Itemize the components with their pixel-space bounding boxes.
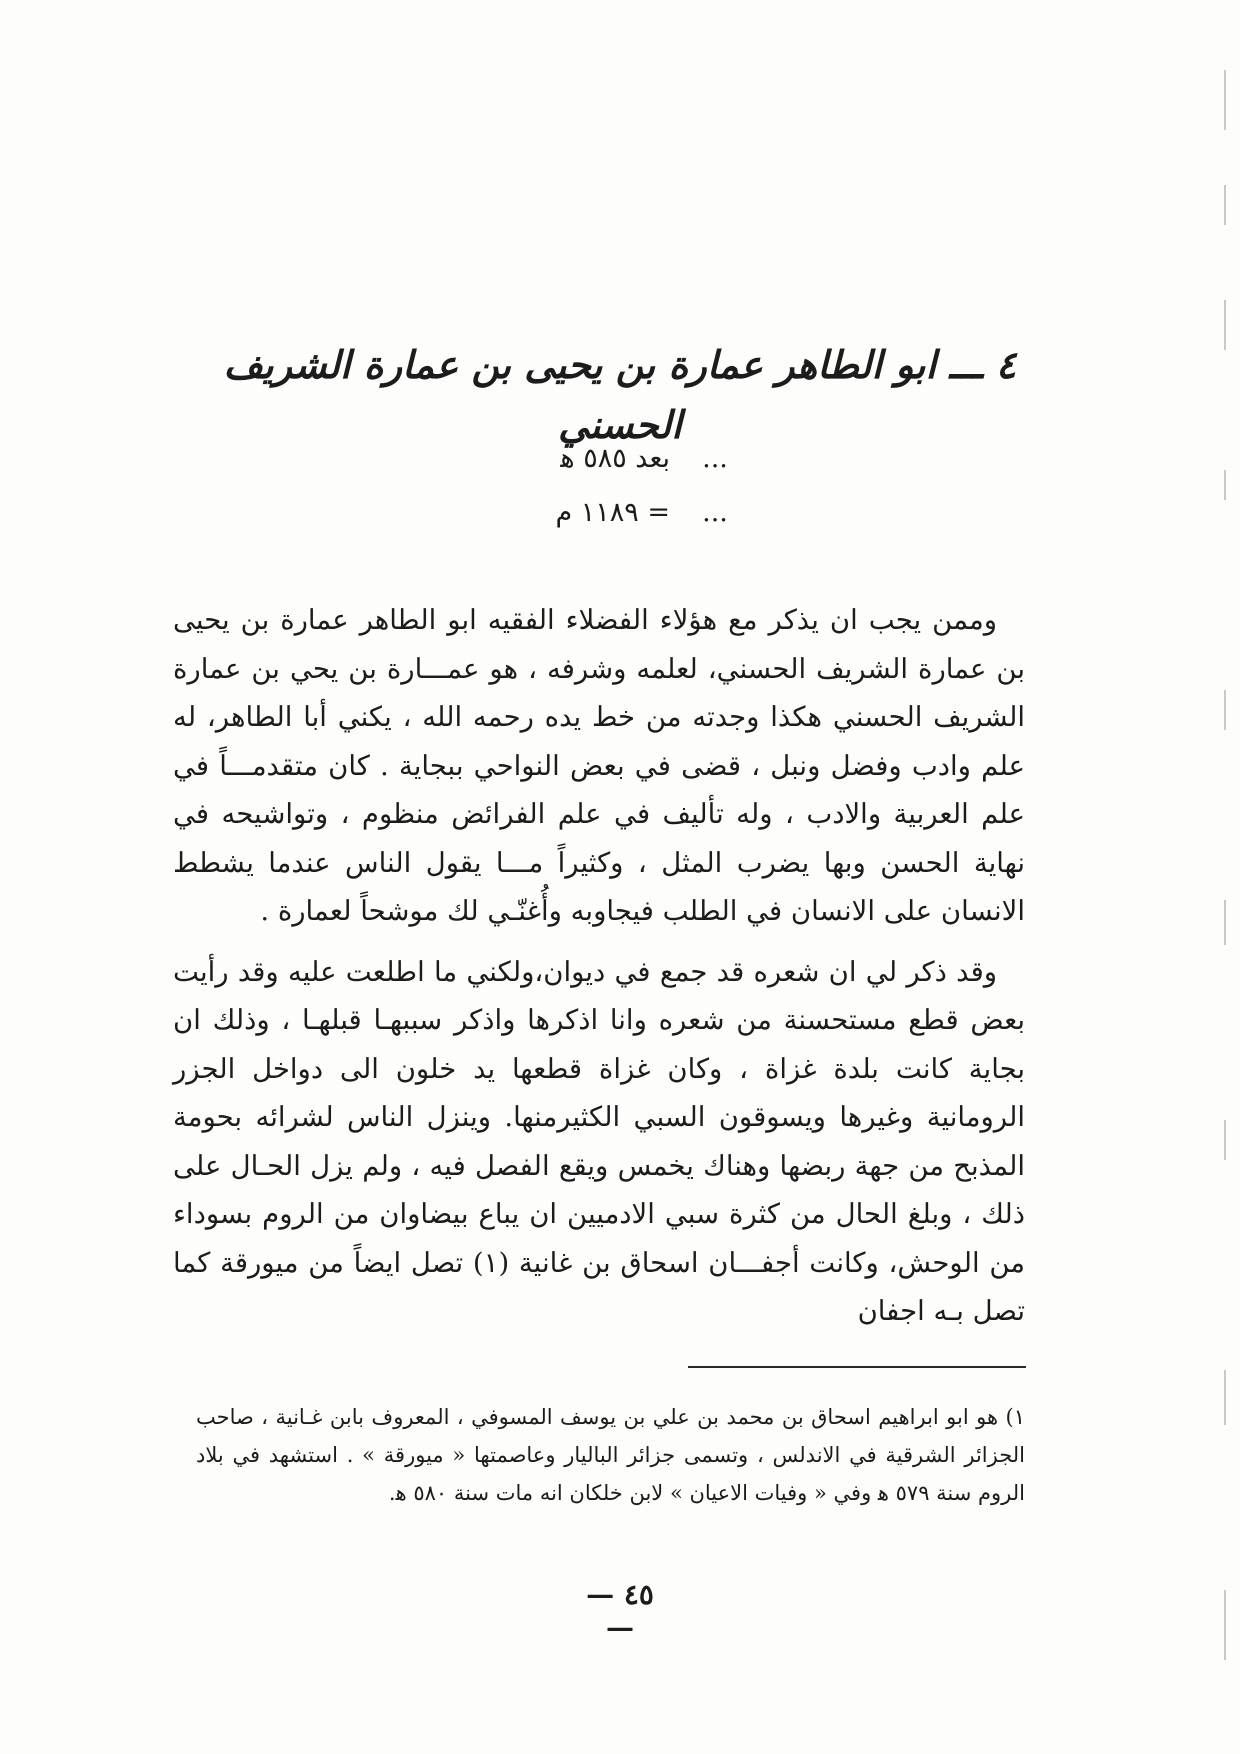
page-edge-marks [1216, 0, 1226, 1754]
gregorian-date-row [500, 486, 760, 540]
entry-heading: ٤ ـــ ابو الطاهر عمارة بن يحيى بن عمارة الشريف الحسني [223, 342, 1017, 447]
hijri-dots: ... [702, 443, 728, 474]
gregorian-dots: ... [702, 497, 728, 528]
body-text [173, 596, 1025, 1336]
footnote-divider [688, 1366, 1026, 1368]
page-number: — ٤٥ — [586, 1578, 654, 1644]
hijri-date-row [500, 432, 760, 486]
entry-dates [500, 432, 760, 540]
gregorian-date: = ١١٨٩ م [555, 497, 670, 528]
paragraph-1: وممن يجب ان يذكر مع هؤلاء الفضلاء الفقيه ابو الطاهر عمارة بن يحيى بن عمارة الشريف الحسني، لعلمه وشرفه ، هو عمـــارة بن يحي بن عمارة الشريف الحسني هكذا وجدته من خط يده رحمه الله ، يكني أبا الطاهر، له علم وادب وفضل ونبل ، قضى في بعض النواحي ببجاية . كان متقدمـــاً في علم العربية والادب ، وله تأليف في علم الفرائض منظوم ، وتواشيحه في نهاية الحسن وبها يضرب المثل ، وكثيراً مـــا يقول الناس عندما يشطط الانسان على الانسان في الطلب فيجاوبه وأُغنّـي لك موشحاً لعمارة . [173, 604, 1025, 927]
paragraph-2: وقد ذكر لي ان شعره قد جمع في ديوان،ولكني ما اطلعت عليه وقد رأيت بعض قطع مستحسنة من شعره وانا اذكرها واذكر سببهـا قبلهـا ، وذلك ان بجاية كانت بلدة غزاة ، وكان غزاة قطعها يد خلون الى دواخل الجزر الرومانية وغيرها ويسوقون السبي الكثيرمنها. وينزل الناس لشرائه بحومة المذبح من جهة ربضها وهناك يخمس ويقع الفصل فيه ، ولم يزل الحـال على ذلك ، وبلغ الحال من كثرة سبي الادميين ان يباع بيضاوان من الروم بسوداء من الوحش، وكانت أجفـــان اسحاق بن غانية (١) تصل ايضاً من ميورقة كما تصل بـه اجفان [173, 955, 1026, 1327]
hijri-date: بعد ٥٨٥ ﻫ [560, 443, 670, 474]
footnote: ١) هو ابو ابراهيم اسحاق بن محمد بن علي بن يوسف المسوفي ، المعروف بابن غـانية ، صاحب الجزائر الشرقية في الاندلس ، وتسمى جزائر الباليار وعاصمتها « ميورقة » . استشهد في بلاد الروم سنة ٥٧٩ ﻫ وفي « وفيات الاعيان » لابن خلكان انه مات سنة ٥٨٠ ﻫ. [196, 1405, 1025, 1505]
